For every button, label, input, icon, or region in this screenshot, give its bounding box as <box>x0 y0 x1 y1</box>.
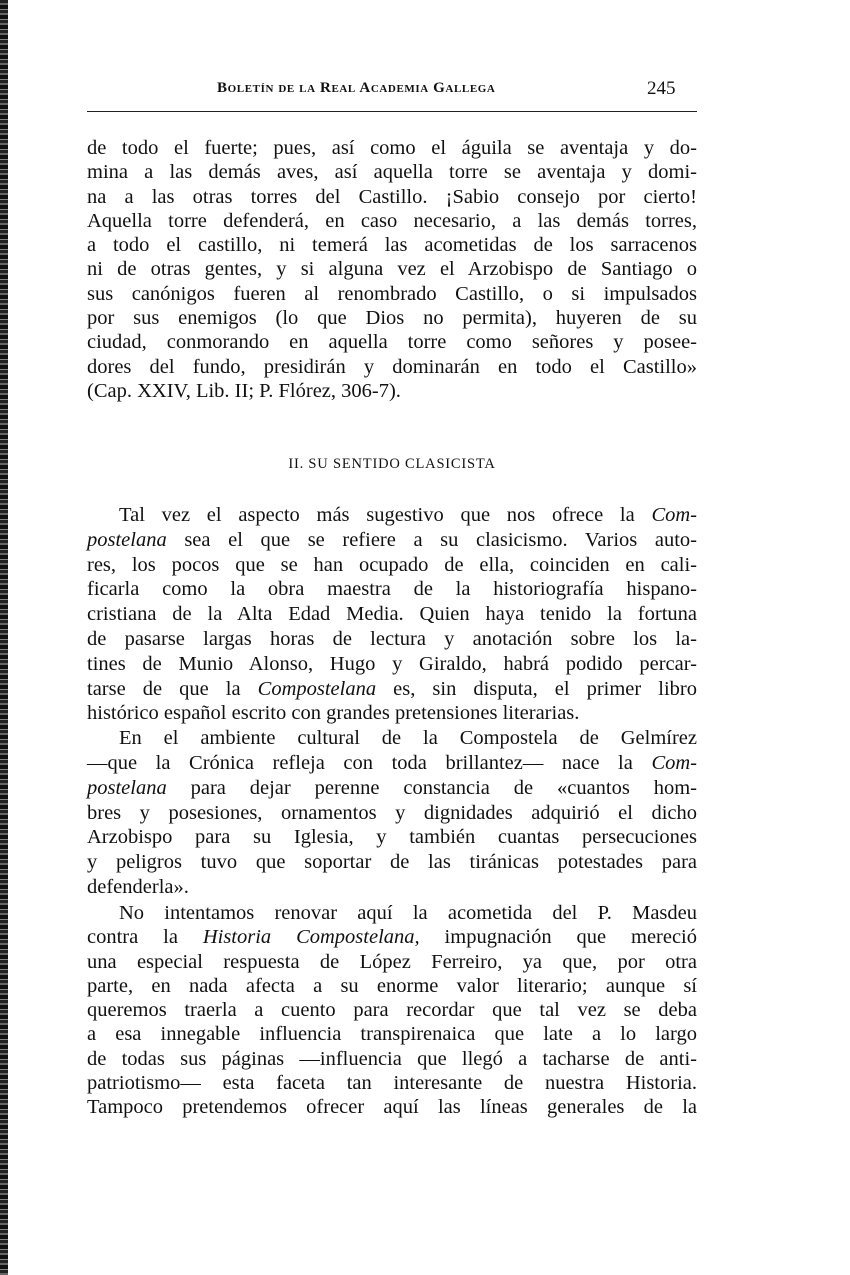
text-line <box>87 652 697 677</box>
line-text: tarse de que la <box>87 677 258 700</box>
text-line <box>87 1071 697 1095</box>
line-text: (Cap. XXIV, Lib. II; P. Flórez, 306-7). <box>87 379 401 402</box>
text-line <box>87 257 697 281</box>
italic-title-text: Com- <box>651 504 697 526</box>
text-line <box>87 901 697 925</box>
line-text: bres y posesiones, ornamentos y dignidades adquirió el dicho <box>87 801 697 824</box>
text-line <box>87 776 697 801</box>
text-line <box>87 233 697 257</box>
running-head <box>87 80 697 106</box>
line-text: de todo el fuerte; pues, así como el águila se aventaja y do- <box>87 137 697 159</box>
line-text: —que la Crónica refleja con toda brillantez— nace la <box>87 751 652 774</box>
line-text: patriotismo— esta faceta tan interesante de nuestra Historia. <box>87 1072 697 1095</box>
text-line <box>87 998 697 1022</box>
line-text: a esa innegable influencia transpirenaica que late a lo largo <box>87 1023 697 1046</box>
header-rule <box>87 111 697 112</box>
text-line <box>87 355 697 379</box>
line-text: defenderla». <box>87 875 189 898</box>
line-text: es, sin disputa, el primer libro <box>376 677 697 700</box>
line-text: ni de otras gentes, y si alguna vez el Arzobispo de Santiago o <box>87 258 697 281</box>
line-text: por sus enemigos (lo que Dios no permita), huyeren de su <box>87 307 697 330</box>
journal-title: Boletín de la Real Academia Gallega <box>217 80 496 96</box>
line-text: Aquella torre defenderá, en caso necesario, a las demás torres, <box>87 209 697 232</box>
line-text: una especial respuesta de López Ferreiro, ya que, por otra <box>87 950 697 973</box>
text-line <box>87 751 697 776</box>
line-text: Arzobispo para su Iglesia, y también cuantas persecuciones <box>87 826 697 849</box>
text-line <box>87 875 697 900</box>
paragraph-1 <box>87 136 697 403</box>
text-line <box>87 330 697 354</box>
line-text: Tampoco pretendemos ofrecer aquí las líneas generales de la <box>87 1096 697 1119</box>
text-line <box>87 282 697 306</box>
line-text: ciudad, conmorando en aquella torre como señores y posee- <box>87 331 697 354</box>
text-line <box>87 701 697 726</box>
line-text: Tal vez el aspecto más sugestivo que nos ofrece la <box>119 504 652 526</box>
line-text: cristiana de la Alta Edad Media. Quien haya tenido la fortuna <box>87 603 697 626</box>
line-text: histórico español escrito con grandes pretensiones literarias. <box>87 702 580 725</box>
line-text: na a las otras torres del Castillo. ¡Sabio consejo por cierto! <box>87 185 697 208</box>
line-text: sea el que se refiere a su clasicismo. Varios auto- <box>166 528 697 551</box>
italic-title-text: Com- <box>651 751 697 774</box>
text-line <box>87 1047 697 1071</box>
text-line <box>87 925 697 949</box>
text-line <box>87 306 697 330</box>
italic-title-text: postelana <box>87 776 167 799</box>
line-text: y peligros tuvo que soportar de las tiránicas potestades para <box>87 851 697 874</box>
text-line <box>87 553 697 578</box>
line-text: ficarla como la obra maestra de la historiografía hispano- <box>87 578 697 601</box>
text-line <box>87 528 697 553</box>
line-text: contra la <box>87 926 203 949</box>
line-text: queremos traerla a cuento para recordar que tal vez se deba <box>87 999 697 1022</box>
line-text: parte, en nada afecta a su enorme valor literario; aunque sí <box>87 974 697 997</box>
line-text: sus canónigos fueren al renombrado Castillo, o si impulsados <box>87 282 697 305</box>
line-text: para dejar perenne constancia de «cuantos hom- <box>166 776 697 799</box>
scan-binding-edge <box>0 0 8 1275</box>
text-line <box>87 136 697 160</box>
line-text: No intentamos renovar aquí la acometida del P. Masdeu <box>119 902 697 924</box>
line-text: a todo el castillo, ni temerá las acometidas de los sarracenos <box>87 234 697 257</box>
line-text: tines de Munio Alonso, Hugo y Giraldo, habrá podido percar- <box>87 652 697 675</box>
line-text: dores del fundo, presidirán y dominarán en todo el Castillo» <box>87 355 697 378</box>
text-line <box>87 726 697 751</box>
italic-title-text: Historia Compostelana, <box>202 926 420 949</box>
text-line <box>87 209 697 233</box>
line-text: impugnación que mereció <box>419 926 698 949</box>
text-line <box>87 1022 697 1046</box>
text-line <box>87 577 697 602</box>
text-line <box>87 185 697 209</box>
text-line <box>87 379 697 403</box>
text-line <box>87 503 697 528</box>
line-text: En el ambiente cultural de la Compostela de Gelmírez <box>119 727 697 750</box>
text-line <box>87 160 697 184</box>
text-line <box>87 677 697 702</box>
italic-title-text: postelana <box>87 528 167 551</box>
line-text: de todas sus páginas —influencia que llegó a tacharse de anti- <box>87 1047 697 1070</box>
paragraph-2 <box>87 503 697 900</box>
text-line <box>87 801 697 826</box>
text-line <box>87 850 697 875</box>
text-line <box>87 602 697 627</box>
text-line <box>87 627 697 652</box>
text-line <box>87 950 697 974</box>
line-text: mina a las demás aves, así aquella torre se aventaja y domi- <box>87 161 697 184</box>
section-heading: II. SU SENTIDO CLASICISTA <box>288 456 496 472</box>
line-text: res, los pocos que se han ocupado de ella, coinciden en cali- <box>87 553 697 576</box>
text-line <box>87 825 697 850</box>
paragraph-3 <box>87 901 697 1120</box>
text-line <box>87 1095 697 1119</box>
italic-title-text: Compostelana <box>257 677 377 700</box>
text-line <box>87 974 697 998</box>
line-text: de pasarse largas horas de lectura y anotación sobre los la- <box>87 627 697 650</box>
page-number: 245 <box>647 78 676 99</box>
